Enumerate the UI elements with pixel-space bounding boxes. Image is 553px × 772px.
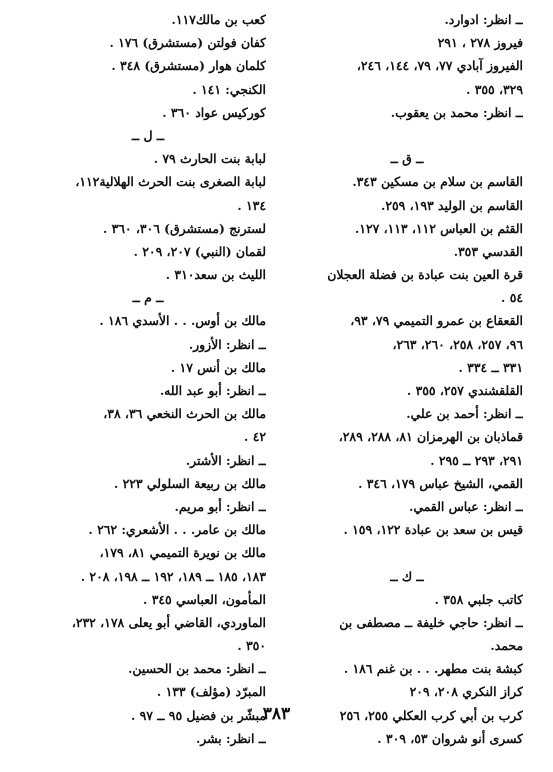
index-entry: القلقشندي ٢٥٧، ٣٥٥ .	[406, 383, 523, 398]
index-entry: كعب بن مالك١١٧.	[171, 12, 266, 27]
index-entry: ٣٢٩، ٣٥٥ .	[466, 81, 523, 97]
index-entry: القمي، الشيخ عباس ١٧٩، ٣٤٦ .	[358, 475, 523, 491]
index-entry: قيس بن سعد بن عبادة ١٢٢، ١٥٩ .	[343, 522, 523, 538]
index-entry: محمد.	[490, 638, 523, 654]
index-entry: ٥٤ .	[501, 290, 523, 306]
index-entry: الليث بن سعد٣١٠ .	[165, 267, 266, 283]
index-entry: لسترنج (مستشرق) ٣٠٦، ٣٦٠ .	[102, 220, 266, 236]
index-entry	[291, 124, 523, 147]
index-entry: مالك بن ربيعة السلولي ٢٢٣ .	[113, 475, 266, 491]
index-entry: لقمان (النبي) ٢٠٧، ٢٠٩ .	[133, 243, 266, 259]
index-entry: كاتب جلبي ٣٥٨ .	[434, 591, 523, 607]
index-entry: مالك بن نويرة التميمي ٨١، ١٧٩،	[99, 545, 266, 561]
index-entry: فيروز ٢٧٨ ، ٢٩١	[437, 35, 523, 51]
index-entry: القدسي ٣٥٣.	[453, 243, 523, 259]
index-entry: ٣٥٠ .	[237, 638, 266, 654]
index-entry: مبشّر بن فضيل ٩٥ ــ ٩٧ .	[130, 707, 266, 723]
page-number: ٣٨٣	[262, 704, 291, 724]
index-entry	[291, 541, 523, 564]
index-entry: قماذبان بن الهرمزان ٨١، ٢٨٨، ٢٨٩،	[338, 429, 523, 445]
index-column-left	[30, 8, 266, 750]
index-entry: ــ انظر: أحمد بن علي.	[406, 406, 523, 422]
index-entry: القثم بن العباس ١١٢، ١١٣، ١٢٧.	[354, 220, 523, 236]
index-entry: مالك بن الحرث النخعي ٣٦، ٣٨،	[103, 406, 266, 422]
index-entry: الفيروز آبادي ٧٧، ٧٩، ١٤٤، ٢٤٦،	[356, 58, 523, 74]
index-entry: كوركيس عواد ٣٦٠ .	[162, 104, 266, 120]
section-letter-heading: ــ ك ــ	[390, 568, 424, 584]
index-entry: ١٨٣، ١٨٥ ــ ١٨٩، ١٩٢ ــ ١٩٨، ٢٠٨ .	[80, 568, 266, 584]
index-entry: ــ انظر: ادوارد.	[444, 12, 523, 27]
index-entry: القاسم بن سلام بن مسكين ٣٤٣.	[352, 174, 523, 190]
index-column-right	[291, 8, 523, 750]
index-entry: ــ انظر: الأشتر.	[185, 452, 266, 468]
index-entry: قرة العين بنت عبادة بن فضلة العجلان	[327, 267, 523, 283]
index-entry: كراز النكري ٢٠٨، ٢٠٩	[409, 684, 523, 700]
index-entry: ــ انظر: بشر.	[195, 730, 266, 746]
index-entry: ــ انظر: عباس القمي.	[409, 498, 523, 514]
section-letter-heading: ــ ل ــ	[131, 127, 165, 143]
index-entry: ٩٦، ٢٥٧، ٢٥٨، ٢٦٠، ٢٦٣،	[392, 336, 523, 352]
index-entry: ــ انظر: محمد بن الحسين.	[128, 661, 266, 677]
index-entry: ــ انظر: حاجي خليفة ــ مصطفى بن	[339, 614, 523, 630]
index-entry: ٢٩١، ٢٩٣ ــ ٢٩٥ .	[430, 452, 523, 468]
index-entry: ــ انظر: محمد بن يعقوب.	[390, 104, 523, 120]
index-entry: القاسم بن الوليد ١٩٣، ٢٥٩.	[381, 197, 523, 213]
index-entry: ــ انظر: أبو مريم.	[174, 498, 266, 514]
index-entry: ــ انظر: الأزور.	[188, 336, 266, 352]
index-entry: كفان فولتن (مستشرق) ١٧٦ .	[109, 35, 266, 51]
index-entry: الماوردي، القاضي أبو يعلى ١٧٨، ٢٣٢،	[71, 614, 266, 630]
index-entry: لبابة الصغرى بنت الحرث الهلالية١١٢،	[75, 174, 266, 190]
index-entry: كرب بن أبي كرب العكلي ٢٥٥، ٢٥٦	[339, 707, 523, 723]
index-entry: كسرى أنو شروان ٥٣، ٣٠٩ .	[377, 730, 523, 746]
section-letter-heading: ــ ق ــ	[390, 151, 424, 167]
index-entry: المبرّد (مؤلف) ١٣٣ .	[156, 684, 266, 700]
index-entry: مالك بن أوس. . . الأسدي ١٨٦ .	[99, 313, 266, 329]
index-entry: ــ انظر: أبو عبد الله.	[159, 383, 266, 398]
index-entry: الكنجي: ١٤١ .	[192, 81, 266, 97]
index-entry: مالك بن عامر. . . الأشعري: ٢٦٢ .	[88, 522, 266, 538]
index-entry: كلمان هوار (مستشرق) ٣٤٨ .	[111, 58, 266, 74]
index-entry: ٣٣١ ــ ٣٣٤ .	[458, 359, 523, 375]
index-entry: القعقاع بن عمرو التميمي ٧٩، ٩٣،	[350, 313, 523, 329]
index-entry: مالك بن أنس ١٧ .	[170, 359, 266, 375]
index-entry: لبابة بنت الحارث ٧٩ .	[153, 151, 266, 167]
section-letter-heading: ــ م ــ	[132, 290, 164, 306]
index-entry: المأمون، العباسي ٣٤٥ .	[143, 591, 266, 607]
index-entry: ٤٢ .	[244, 429, 266, 445]
index-entry: ١٣٤ .	[237, 197, 266, 213]
index-entry: كبشة بنت مطهر. . . بن غنم ١٨٦ .	[343, 661, 523, 677]
